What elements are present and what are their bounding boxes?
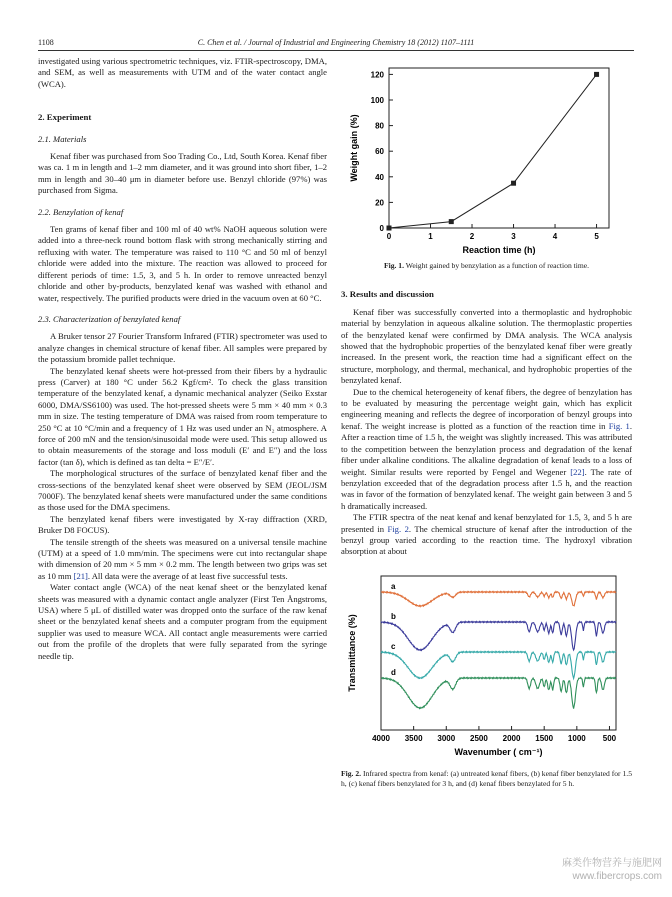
x-tick-label: 2 [469,232,475,241]
watermark-line-1: 麻类作物营养与施肥网 [562,858,662,869]
y-tick-label: 80 [375,121,384,131]
series-line [381,677,616,708]
x-tick-label: 2500 [470,733,488,743]
y-axis-label: Weight gain (%) [349,114,359,182]
x-tick-label: 5 [594,232,599,241]
x-tick-label: 3 [511,232,516,241]
figure-1-label: Fig. 1. [383,261,404,271]
results-2-text-3: . The rate of benzylation exceeded that of the degradation process after 1.5 h, and the reaction was in favor of the formation of benzylated kenaf. The weight gain between 3 and 5 h dramatically increased. [341,466,632,511]
x-tick-label: 4 [552,232,558,241]
x-tick-label: 3000 [437,733,456,743]
plot-frame [389,68,609,228]
running-title: C. Chen et al. / Journal of Industrial and Engineering Chemistry 18 (2012) 1107–1111 [197,38,475,47]
results-paragraph-3 [341,512,632,558]
figure-2-chart [341,570,632,760]
watermark-line-2: www.fibercrops.com [572,871,662,882]
figure-2-label: Fig. 2. [341,769,362,779]
dma-paragraph: The benzylated kenaf sheets were hot-pressed from their fibers by a hydraulic press (Carver) at 180 °C under 56.2 Kgf/cm². To check the glass transition temperature of the benzylated kenaf, a dynamic mechanical analyzer (Seiko Exstar 6000, DMA/SS6100) was used. The hot-pressed sheets were 5 mm × 40 mm × 0.3 mm in size. The testing temperature of DMA was raised from room temperature to 250 °C at 10 °C/min and a frequency of 1 Hz was used under an N₂ atmosphere. A force of 200 mN and the tension/sinusoidal mode were used. This setup allowed us to obtain measurements of the storage and loss moduli (E′ and E″) and the loss factor (tan δ), which is defined as tan delta = E″/E′. [38,365,327,467]
series-line [381,591,616,606]
series-label: b [391,611,396,621]
x-tick-label: 1500 [535,733,554,743]
y-tick-label: 0 [379,224,384,233]
utm-paragraph [38,537,327,583]
series-line [381,651,616,678]
utm-text-1: The tensile strength of the sheets was measured on a universal tensile machine (UTM) at a speed of 1.0 mm/min. The specimens were cut into rectangular shape with dimension of 20 mm × 5 mm × 0.2 mm. The length between two grips was set as 10 mm [38,536,327,581]
intro-paragraph: investigated using various spectrometric techniques, viz. FTIR-spectroscopy, DMA, and SEM, as well as measurements with UTM and of the water contact angle (WCA). [38,56,327,89]
header-rule [38,50,634,51]
subsection-2-1-title: 2.1. Materials [38,133,87,144]
xrd-paragraph: The benzylated kenaf fibers were investigated by X-ray diffraction (XRD, Bruker D8 FOCUS). [38,513,327,536]
x-tick-label: 3500 [404,733,423,743]
x-tick-label: 1000 [567,733,586,743]
ref-22-link[interactable]: [22] [570,466,585,477]
series-label: a [391,581,396,591]
x-axis-label: Wavenumber ( cm⁻¹) [454,746,543,757]
x-axis-label: Reaction time (h) [462,245,536,255]
utm-text-2: . All data were the average of at least five successful tests. [87,570,288,581]
results-paragraph-2 [341,387,632,512]
series-line [381,621,616,650]
data-point [449,219,454,224]
figure-1-caption [341,261,632,271]
figure-1-caption-text: Weight gained by benzylation as a function of reaction time. [405,261,590,271]
materials-paragraph: Kenaf fiber was purchased from Soo Trading Co., Ltd, South Korea. Kenaf fiber was ca. 1 m in length and 1–2 mm diameter, and it was ground into short fiber, 1–2 mm in length and 30–40 μm in diameter before use. Benzyl chloride (97%) was purchased from Sigma. [38,151,327,196]
x-tick-label: 0 [386,232,392,241]
series-label: d [391,667,396,677]
series-line [389,74,597,228]
y-tick-label: 120 [370,70,384,80]
sem-paragraph: The morphological structures of the surface of benzylated kenaf fiber and the cross-sections of the benzylated kenaf sheet were observed by SEM (JEOL/JSM 7000F). The benzylated kenaf sheets were manufactured under the same conditions as those used for the DMA specimens. [38,468,327,513]
fig-1-link[interactable]: Fig. 1 [608,420,630,431]
left-column [38,56,327,662]
benzylation-paragraph: Ten grams of kenaf fiber and 100 ml of 40 wt% NaOH aqueous solution were added into a three-neck round bottom flask with strong mechanically stirring and refluxing with water. The temperature was raised to 110 °C and 50 ml of benzyl chloride were added into the mixture. The reaction was allowed to proceed for different periods of time: 1.5, 3, and 5 h. In order to remove unreacted benzyl chloride and other by-products, benzylated kenaf was washed with ethanol and water, respectively. The purified products were dried in the vacuum oven at 60 °C. [38,224,327,303]
section-2-title: 2. Experiment [38,112,92,123]
figure-1-chart [341,56,632,256]
wca-paragraph: Water contact angle (WCA) of the neat kenaf sheet or the benzylated kenaf sheets was measured with a dynamic contact angle analyzer (First Ten Ångstroms, USA) where 5 μL of distilled water was dropped onto the surface of the raw kenaf sheet or the benzylated kenaf sheets and a computer program from the equipment supplier was used to measure WCA. All contact angle measurements were carried out from the profile of the droplets that were fully separated from the syringe needle tip. [38,582,327,661]
y-tick-label: 100 [370,96,384,105]
page-number: 1108 [38,38,54,47]
y-tick-label: 40 [375,172,384,182]
results-2-text-1: Due to the chemical heterogeneity of kenaf fibers, the degree of benzylation has to be evaluated by measuring the percentage weight gain, which has explicit engineering meaning and reflects the degree of incorporation of benzyl groups into kenaf. The weight increase is plotted as a function of the reaction time in [341,386,632,431]
subsection-2-3-title: 2.3. Characterization of benzylated kenaf [38,313,181,324]
subsection-2-2-title: 2.2. Benzylation of kenaf [38,206,124,217]
y-tick-label: 60 [375,147,384,157]
data-point [511,181,516,186]
x-tick-label: 4000 [372,733,390,743]
y-axis-label: Transmittance (%) [347,613,357,692]
figure-2-caption [341,769,632,789]
results-3-text-1: The FTIR spectra of the neat kenaf and kenaf benzylated for 1.5, 3, and 5 h are presented in [341,512,632,534]
data-point [594,72,599,77]
x-tick-label: 1 [428,232,433,241]
watermark [562,857,662,883]
ref-21-link[interactable]: [21] [73,570,88,581]
results-paragraph-1: Kenaf fiber was successfully converted into a thermoplastic and hydrophobic material by benzylation in aqueous alkaline solution. The thermoplastic properties of the benzylated kenaf were confirmed by DMA analysis. The WCA analysis showed that the hydrophobic properties of the benzylated kenaf fiber were greatly increased. In the present work, the reaction time had a significant effect on the structure, morphology, and thermal, mechanical, and hydrophobic properties of the benzylated kenaf. [341,306,632,386]
results-2-text-2: . After a reaction time of 1.5 h, the weight was slightly increased. This was attributed to the competition between the benzylation process and degradation of the kenaf fiber under alkaline conditions. The alkaline degradation of kenaf leads to a loss of weight. Similar results were reported by Fengel and Wegener [341,420,632,477]
data-point [387,226,392,231]
right-column [341,56,632,789]
fig-2-link[interactable]: Fig. 2 [387,523,409,534]
figure-2-caption-text: Infrared spectra from kenaf: (a) untreated kenaf fibers, (b) kenaf fiber benzylated for 1.5 h, (c) kenaf fibers benzylated for 3 h, and (d) kenaf fibers benzylated for 5 h. [341,769,632,789]
section-3-title: 3. Results and discussion [341,289,434,300]
y-tick-label: 20 [375,198,384,208]
series-label: c [391,641,396,651]
results-3-text-2: . The chemical structure of kenaf after the introduction of the benzyl group varied according to the reaction time. The hydroxyl vibration absorption at about [341,523,632,557]
ftir-paragraph: A Bruker tensor 27 Fourier Transform Infrared (FTIR) spectrometer was used to analyze changes in chemical structure of kenaf fiber. All samples were prepared by the potassium bromide pallet technique. [38,331,327,365]
x-tick-label: 2000 [502,733,521,743]
x-tick-label: 500 [602,733,617,743]
